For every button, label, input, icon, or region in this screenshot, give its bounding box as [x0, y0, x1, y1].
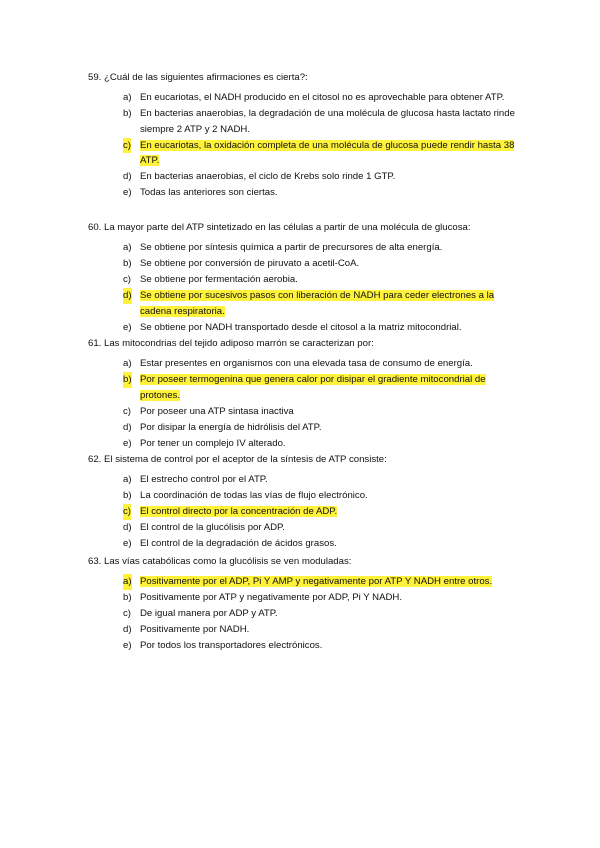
- option-e: [88, 185, 528, 201]
- option-d-highlighted: [88, 288, 528, 319]
- option-letter: b): [123, 372, 132, 388]
- option-text: Positivamente por ATP y negativamente por ADP, Pi Y NADH.: [140, 591, 403, 603]
- option-text: El estrecho control por el ATP.: [140, 474, 268, 485]
- option-letter: b): [123, 489, 132, 501]
- question-title: 62. El sistema de control por el aceptor de la síntesis de ATP consiste:: [88, 454, 387, 465]
- option-text: El control de la degradación de ácidos grasos.: [140, 537, 337, 549]
- option-text: Por poseer una ATP sintasa inactiva: [140, 405, 294, 417]
- option-d: [88, 622, 528, 638]
- option-a: [88, 472, 528, 488]
- option-text: La coordinación de todas las vías de flujo electrónico.: [140, 489, 368, 501]
- option-list: [88, 240, 528, 335]
- option-text: Por todos los transportadores electrónicos.: [140, 639, 323, 651]
- option-letter: e): [123, 187, 132, 199]
- option-text: Se obtiene por sucesivos pasos con liberación de NADH para ceder electrones a la cadena respiratoria.: [140, 289, 495, 317]
- option-letter: e): [123, 321, 132, 333]
- option-letter: b): [123, 591, 132, 603]
- option-letter: d): [123, 623, 132, 635]
- option-letter: d): [123, 171, 132, 183]
- option-d: [88, 420, 528, 436]
- option-letter: c): [123, 273, 131, 285]
- option-text: Se obtiene por NADH transportado desde el citosol a la matriz mitocondrial.: [140, 321, 462, 333]
- option-b-highlighted: [88, 372, 528, 403]
- option-list: [88, 356, 528, 451]
- option-letter: e): [123, 537, 132, 549]
- option-letter: a): [123, 92, 132, 103]
- option-text: Se obtiene por síntesis química a partir de precursores de alta energía.: [140, 242, 443, 253]
- question-title: 60. La mayor parte del ATP sintetizado en las células a partir de una molécula de glucosa:: [88, 222, 471, 233]
- question-61: [88, 337, 528, 452]
- option-text: El control de la glucólisis por ADP.: [140, 521, 285, 533]
- option-text: Por tener un complejo IV alterado.: [140, 437, 286, 449]
- question-title: 59. ¿Cuál de las siguientes afirmaciones es cierta?:: [88, 72, 308, 83]
- option-letter: e): [123, 437, 132, 449]
- option-text: Todas las anteriores son ciertas.: [140, 187, 278, 199]
- option-c: [88, 272, 528, 288]
- question-60: [88, 221, 528, 336]
- option-letter: b): [123, 107, 132, 119]
- option-d: [88, 169, 528, 185]
- option-list: [88, 90, 528, 201]
- option-letter: a): [123, 358, 132, 369]
- option-e: [88, 536, 528, 552]
- option-a: [88, 90, 528, 106]
- option-letter: c): [123, 405, 131, 417]
- option-text: Se obtiene por fermentación aerobia.: [140, 273, 298, 285]
- option-c: [88, 404, 528, 420]
- option-text: Positivamente por el ADP, Pi Y AMP y negativamente por ATP Y NADH entre otros.: [140, 576, 493, 587]
- option-b: [88, 256, 528, 272]
- option-text: Positivamente por NADH.: [140, 623, 250, 635]
- option-c: [88, 606, 528, 622]
- option-a: [88, 356, 528, 372]
- option-list: [88, 574, 528, 654]
- option-list: [88, 472, 528, 552]
- option-text: De igual manera por ADP y ATP.: [140, 607, 278, 619]
- option-text: Estar presentes en organismos con una elevada tasa de consumo de energía.: [140, 358, 473, 369]
- option-e: [88, 436, 528, 452]
- option-letter: d): [123, 421, 132, 433]
- option-text: El control directo por la concentración de ADP.: [140, 505, 338, 517]
- option-text: Se obtiene por conversión de piruvato a acetil-CoA.: [140, 257, 360, 269]
- option-c-highlighted: [88, 138, 528, 169]
- option-letter: a): [123, 574, 132, 590]
- option-b: [88, 488, 528, 504]
- option-a: [88, 240, 528, 256]
- option-letter: c): [123, 607, 131, 619]
- option-e: [88, 638, 528, 654]
- option-e: [88, 320, 528, 336]
- option-text: En bacterias anaerobias, la degradación de una molécula de glucosa hasta lactato rinde siempre 2 ATP y 2 NADH.: [140, 107, 515, 135]
- option-text: En bacterias anaerobias, el ciclo de Krebs solo rinde 1 GTP.: [140, 171, 396, 183]
- option-text: En eucariotas, la oxidación completa de una molécula de glucosa puede rendir hasta 38 ATP.: [140, 139, 515, 167]
- question-62: [88, 453, 528, 552]
- option-b: [88, 106, 528, 137]
- option-b: [88, 590, 528, 606]
- question-title: 63. Las vías catabólicas como la glucólisis se ven moduladas:: [88, 556, 352, 567]
- option-text: Por poseer termogenina que genera calor por disipar el gradiente mitocondrial de protones.: [140, 373, 486, 401]
- question-63: [88, 555, 528, 654]
- option-letter: a): [123, 242, 132, 253]
- option-letter: c): [123, 138, 131, 154]
- option-letter: c): [123, 504, 131, 520]
- question-59: [88, 71, 528, 201]
- option-text: En eucariotas, el NADH producido en el citosol no es aprovechable para obtener ATP.: [140, 92, 505, 103]
- option-letter: d): [123, 521, 132, 533]
- option-c-highlighted: [88, 504, 528, 520]
- option-text: Por disipar la energía de hidrólisis del ATP.: [140, 421, 322, 433]
- question-title: 61. Las mitocondrias del tejido adiposo marrón se caracterizan por:: [88, 338, 374, 349]
- option-letter: e): [123, 639, 132, 651]
- option-letter: a): [123, 474, 132, 485]
- option-a-highlighted: [88, 574, 528, 590]
- option-letter: b): [123, 257, 132, 269]
- option-letter: d): [123, 288, 132, 304]
- option-d: [88, 520, 528, 536]
